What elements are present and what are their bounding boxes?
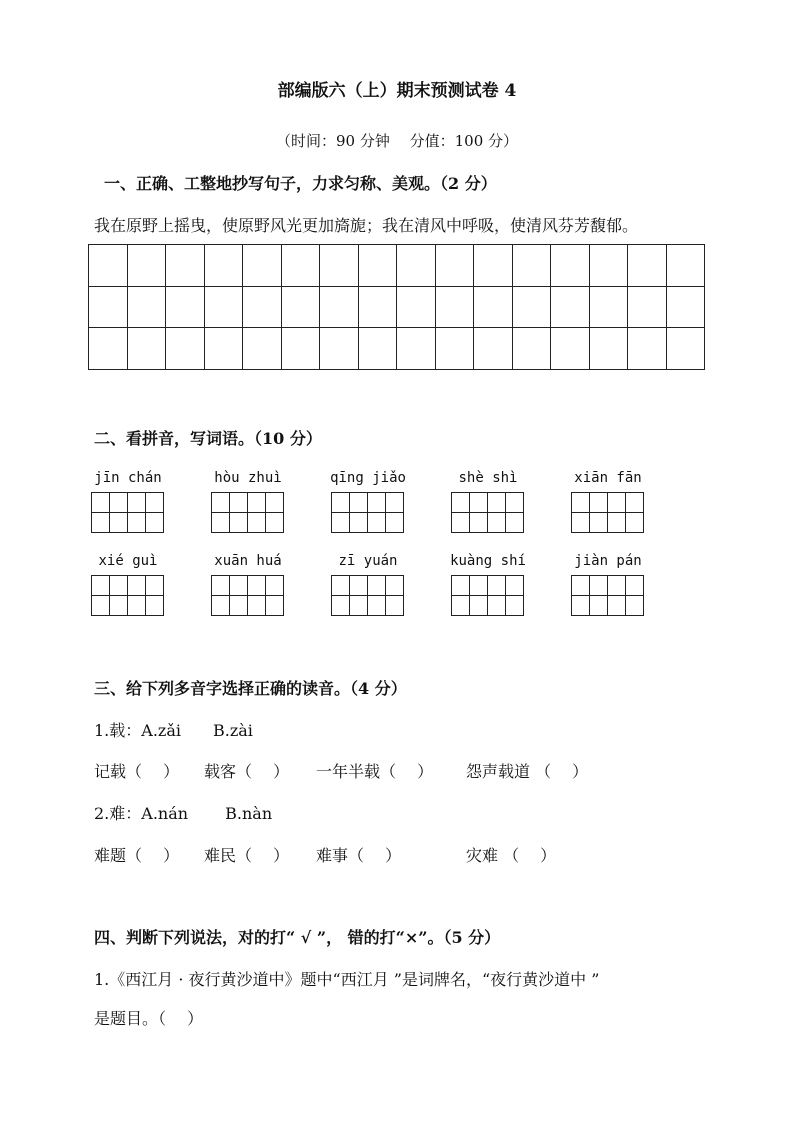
tianzige-cell[interactable]	[110, 493, 128, 513]
grid-cell[interactable]	[628, 287, 667, 329]
tianzige-cell[interactable]	[452, 493, 470, 513]
tianzige-cell[interactable]	[266, 493, 284, 513]
answer-box[interactable]	[451, 575, 524, 616]
answer-box[interactable]	[451, 492, 524, 533]
pinyin-label: xiān fān	[574, 470, 642, 486]
grid-cell[interactable]	[89, 245, 128, 287]
grid-cell[interactable]	[282, 287, 321, 329]
tianzige-cell[interactable]	[506, 576, 524, 596]
grid-cell[interactable]	[397, 328, 436, 370]
copy-sentence: 我在原野上摇曳，使原野风光更加旖旎；我在清风中呼吸，使清风芬芳馥郁。	[94, 216, 639, 235]
answer-box[interactable]	[331, 575, 404, 616]
grid-cell[interactable]	[590, 328, 629, 370]
grid-cell[interactable]	[436, 245, 475, 287]
tianzige-cell[interactable]	[350, 596, 368, 616]
grid-cell[interactable]	[320, 287, 359, 329]
tianzige-cell[interactable]	[470, 513, 488, 533]
tianzige-cell[interactable]	[590, 513, 608, 533]
q1-option[interactable]: 载客（ ）	[204, 762, 290, 781]
grid-cell[interactable]	[590, 245, 629, 287]
tianzige-cell[interactable]	[92, 576, 110, 596]
tianzige-cell[interactable]	[368, 596, 386, 616]
answer-box[interactable]	[571, 492, 644, 533]
grid-cell[interactable]	[667, 245, 706, 287]
tianzige-cell[interactable]	[470, 596, 488, 616]
grid-cell[interactable]	[243, 287, 282, 329]
answer-box[interactable]	[571, 575, 644, 616]
tianzige-cell[interactable]	[266, 576, 284, 596]
tianzige-cell[interactable]	[230, 493, 248, 513]
grid-cell[interactable]	[282, 328, 321, 370]
tianzige-cell[interactable]	[608, 576, 626, 596]
tianzige-cell[interactable]	[452, 513, 470, 533]
tianzige-cell[interactable]	[572, 513, 590, 533]
tianzige-cell[interactable]	[386, 493, 404, 513]
tianzige-cell[interactable]	[626, 596, 644, 616]
section2-heading: 二、看拼音，写词语。（10 分）	[94, 429, 322, 448]
tianzige-cell[interactable]	[608, 596, 626, 616]
grid-cell[interactable]	[243, 328, 282, 370]
grid-cell[interactable]	[513, 328, 552, 370]
section3-heading: 三、给下列多音字选择正确的读音。（4 分）	[94, 679, 407, 698]
tianzige-cell[interactable]	[506, 493, 524, 513]
question-1: 1.载：A.zǎi B.zài	[94, 721, 253, 740]
tianzige-cell[interactable]	[368, 513, 386, 533]
tianzige-cell[interactable]	[212, 513, 230, 533]
tianzige-cell[interactable]	[626, 493, 644, 513]
tianzige-cell[interactable]	[110, 576, 128, 596]
tianzige-cell[interactable]	[350, 576, 368, 596]
grid-cell[interactable]	[166, 287, 205, 329]
tianzige-cell[interactable]	[92, 596, 110, 616]
tianzige-cell[interactable]	[608, 513, 626, 533]
tianzige-cell[interactable]	[386, 576, 404, 596]
grid-cell[interactable]	[513, 245, 552, 287]
tianzige-cell[interactable]	[128, 596, 146, 616]
q1-option[interactable]: 记载（ ）	[94, 762, 180, 781]
q1-option[interactable]: 一年半载（ ）	[316, 762, 434, 781]
q2-option[interactable]: 难事（ ）	[316, 846, 402, 865]
tianzige-cell[interactable]	[488, 493, 506, 513]
q1-option[interactable]: 怨声载道 （ ）	[466, 762, 589, 781]
tianzige-cell[interactable]	[266, 596, 284, 616]
pinyin-label: xié guì	[98, 553, 158, 569]
answer-box[interactable]	[211, 575, 284, 616]
question-2: 2.难：A.nán B.nàn	[94, 804, 273, 823]
grid-cell[interactable]	[590, 287, 629, 329]
answer-box[interactable]	[211, 492, 284, 533]
tianzige-cell[interactable]	[368, 493, 386, 513]
grid-cell[interactable]	[551, 328, 590, 370]
tianzige-cell[interactable]	[230, 513, 248, 533]
section1-heading: 一、正确、工整地抄写句子，力求匀称、美观。（2 分）	[104, 174, 497, 193]
tianzige-cell[interactable]	[128, 576, 146, 596]
pinyin-label: jīn chán	[94, 470, 162, 486]
grid-cell[interactable]	[320, 328, 359, 370]
grid-cell[interactable]	[128, 287, 167, 329]
tianzige-cell[interactable]	[212, 493, 230, 513]
tianzige-cell[interactable]	[248, 493, 266, 513]
exam-info: （时间：90 分钟 分值：100 分）	[275, 132, 519, 150]
tianzige-cell[interactable]	[506, 513, 524, 533]
answer-box[interactable]	[91, 492, 164, 533]
grid-cell[interactable]	[474, 245, 513, 287]
tianzige-cell[interactable]	[146, 493, 164, 513]
grid-cell[interactable]	[397, 245, 436, 287]
tianzige-cell[interactable]	[128, 493, 146, 513]
tianzige-cell[interactable]	[470, 493, 488, 513]
q2-option[interactable]: 难民（ ）	[204, 846, 290, 865]
tianzige-cell[interactable]	[488, 596, 506, 616]
tianzige-cell[interactable]	[212, 596, 230, 616]
tianzige-cell[interactable]	[332, 513, 350, 533]
tianzige-cell[interactable]	[248, 513, 266, 533]
q2-option[interactable]: 难题（ ）	[94, 846, 180, 865]
pinyin-label: zī yuán	[338, 553, 398, 569]
pinyin-label: hòu zhuì	[214, 470, 282, 486]
grid-cell[interactable]	[243, 245, 282, 287]
grid-cell[interactable]	[436, 287, 475, 329]
tianzige-cell[interactable]	[572, 576, 590, 596]
copy-writing-grid[interactable]	[88, 244, 705, 370]
tianzige-cell[interactable]	[626, 576, 644, 596]
pinyin-label: xuān huá	[214, 553, 282, 569]
tianzige-cell[interactable]	[92, 513, 110, 533]
answer-box[interactable]	[91, 575, 164, 616]
tianzige-cell[interactable]	[590, 576, 608, 596]
grid-cell[interactable]	[89, 287, 128, 329]
tianzige-cell[interactable]	[110, 596, 128, 616]
tianzige-cell[interactable]	[386, 513, 404, 533]
grid-cell[interactable]	[89, 328, 128, 370]
tianzige-cell[interactable]	[572, 596, 590, 616]
tianzige-cell[interactable]	[128, 513, 146, 533]
section4-heading: 四、判断下列说法，对的打“ √ ”， 错的打“×”。（5 分）	[94, 928, 501, 947]
grid-cell[interactable]	[667, 287, 706, 329]
grid-cell[interactable]	[166, 245, 205, 287]
grid-cell[interactable]	[128, 245, 167, 287]
tianzige-cell[interactable]	[230, 576, 248, 596]
tianzige-cell[interactable]	[626, 513, 644, 533]
grid-cell[interactable]	[205, 328, 244, 370]
tianzige-cell[interactable]	[248, 596, 266, 616]
tianzige-cell[interactable]	[590, 596, 608, 616]
tianzige-cell[interactable]	[146, 596, 164, 616]
pinyin-label: shè shì	[458, 470, 518, 486]
tianzige-cell[interactable]	[212, 576, 230, 596]
grid-cell[interactable]	[320, 245, 359, 287]
tianzige-cell[interactable]	[332, 576, 350, 596]
grid-cell[interactable]	[628, 245, 667, 287]
tianzige-cell[interactable]	[146, 576, 164, 596]
tianzige-cell[interactable]	[92, 493, 110, 513]
answer-box[interactable]	[331, 492, 404, 533]
grid-cell[interactable]	[128, 328, 167, 370]
grid-cell[interactable]	[628, 328, 667, 370]
grid-cell[interactable]	[359, 245, 398, 287]
grid-cell[interactable]	[205, 287, 244, 329]
grid-cell[interactable]	[359, 287, 398, 329]
tianzige-cell[interactable]	[332, 596, 350, 616]
grid-cell[interactable]	[436, 328, 475, 370]
grid-cell[interactable]	[551, 245, 590, 287]
grid-cell[interactable]	[166, 328, 205, 370]
page-title: 部编版六（上）期末预测试卷 4	[277, 81, 517, 101]
pinyin-label: qīng jiǎo	[330, 470, 406, 486]
grid-cell[interactable]	[667, 328, 706, 370]
judge-question-1-cont[interactable]: 是题目。（ ）	[94, 1009, 204, 1028]
grid-cell[interactable]	[474, 328, 513, 370]
pinyin-label: jiàn pán	[574, 553, 642, 569]
grid-cell[interactable]	[474, 287, 513, 329]
grid-cell[interactable]	[359, 328, 398, 370]
pinyin-label: kuàng shí	[450, 553, 526, 569]
tianzige-cell[interactable]	[230, 596, 248, 616]
tianzige-cell[interactable]	[266, 513, 284, 533]
tianzige-cell[interactable]	[608, 493, 626, 513]
tianzige-cell[interactable]	[488, 513, 506, 533]
grid-cell[interactable]	[205, 245, 244, 287]
judge-question-1: 1.《西江月 · 夜行黄沙道中》题中“西江月 ”是词牌名，“夜行黄沙道中 ”	[94, 970, 600, 989]
tianzige-cell[interactable]	[488, 576, 506, 596]
tianzige-cell[interactable]	[452, 576, 470, 596]
tianzige-cell[interactable]	[386, 596, 404, 616]
grid-cell[interactable]	[551, 287, 590, 329]
tianzige-cell[interactable]	[332, 493, 350, 513]
tianzige-cell[interactable]	[590, 493, 608, 513]
grid-cell[interactable]	[397, 287, 436, 329]
tianzige-cell[interactable]	[506, 596, 524, 616]
tianzige-cell[interactable]	[470, 576, 488, 596]
tianzige-cell[interactable]	[248, 576, 266, 596]
q2-option[interactable]: 灾难 （ ）	[466, 846, 557, 865]
grid-cell[interactable]	[513, 287, 552, 329]
tianzige-cell[interactable]	[368, 576, 386, 596]
tianzige-cell[interactable]	[452, 596, 470, 616]
tianzige-cell[interactable]	[146, 513, 164, 533]
tianzige-cell[interactable]	[350, 493, 368, 513]
tianzige-cell[interactable]	[110, 513, 128, 533]
tianzige-cell[interactable]	[572, 493, 590, 513]
tianzige-cell[interactable]	[350, 513, 368, 533]
grid-cell[interactable]	[282, 245, 321, 287]
